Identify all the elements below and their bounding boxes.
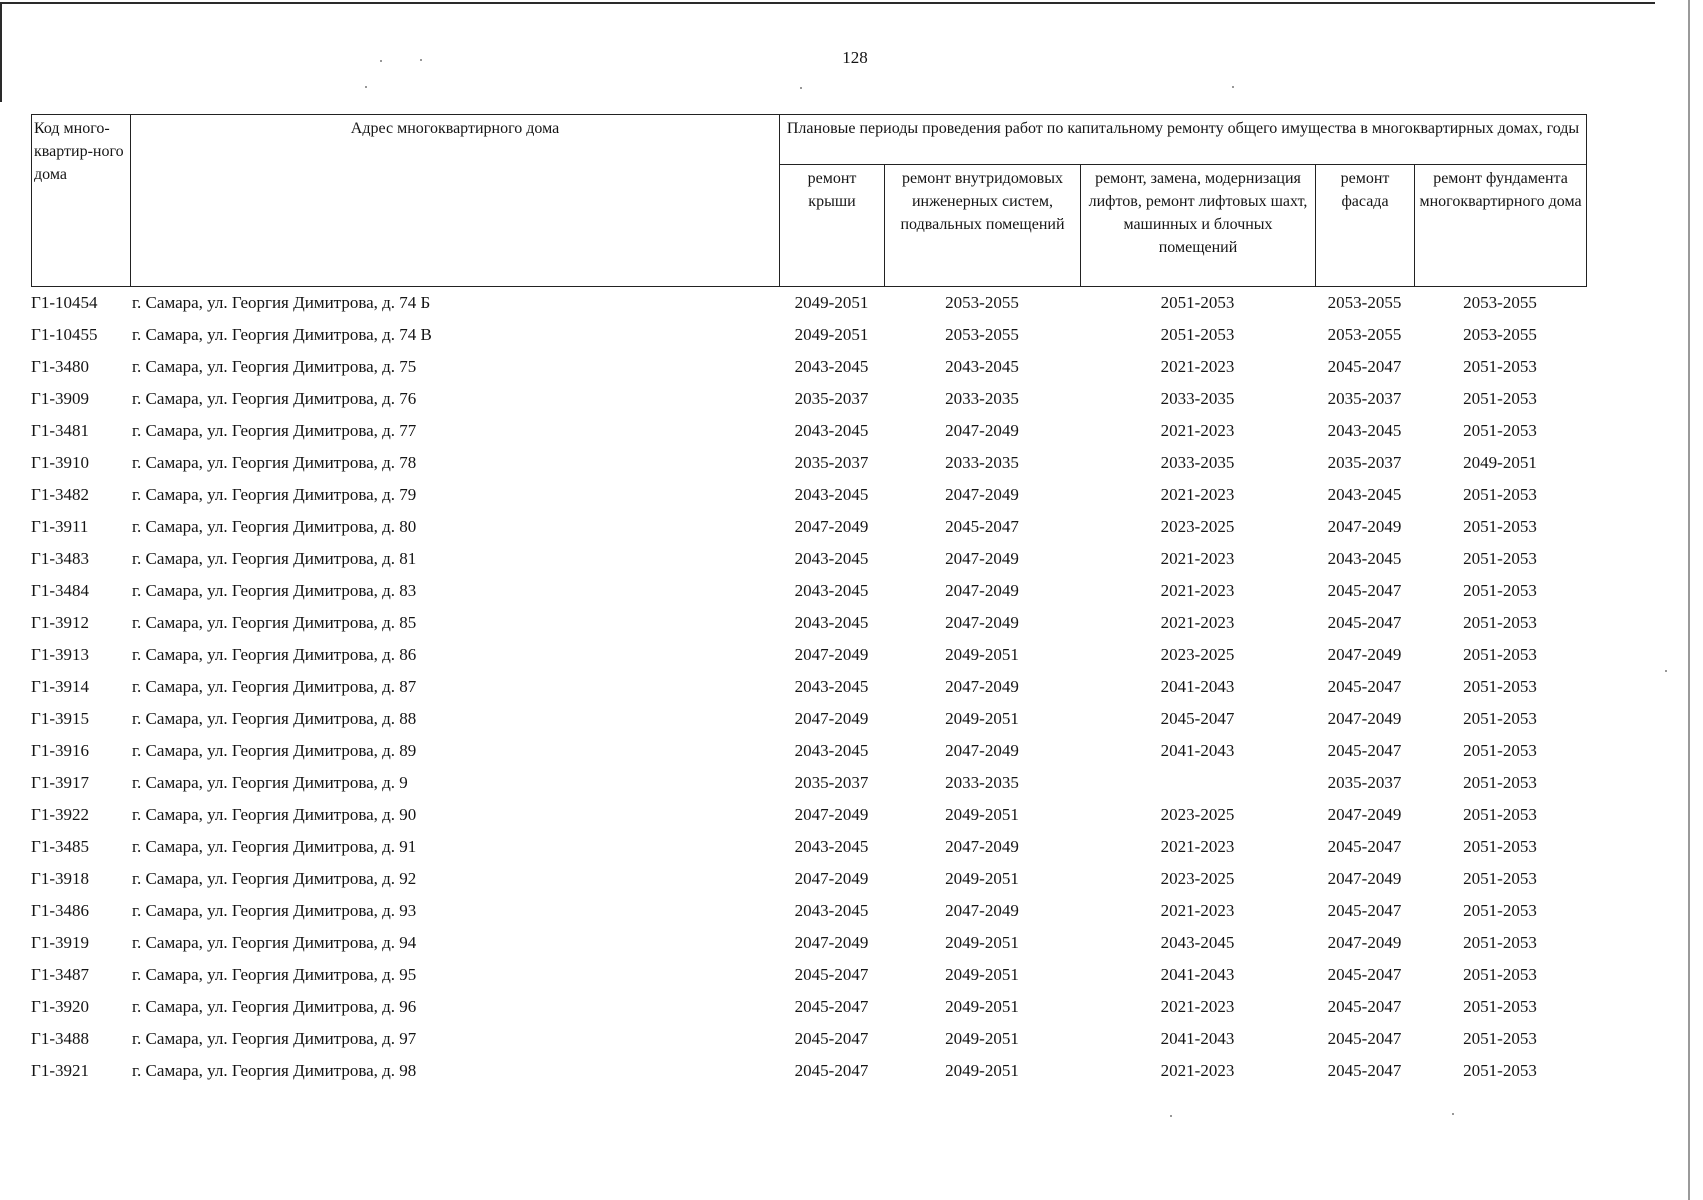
cell-facade: 2047-2049 bbox=[1327, 517, 1402, 536]
cell-foundation: 2051-2053 bbox=[1463, 1029, 1537, 1048]
cell-code: Г1-3914 bbox=[31, 677, 89, 696]
cell-code: Г1-3483 bbox=[31, 549, 89, 568]
table-row bbox=[31, 959, 1586, 991]
header-periods: Плановые периоды проведения работ по капитальному ремонту общего имущества в многоквартирных домах, годы bbox=[780, 115, 1587, 165]
cell-address: г. Самара, ул. Георгия Димитрова, д. 95 bbox=[132, 965, 417, 984]
cell-elevators: 2023-2025 bbox=[1160, 805, 1235, 824]
cell-foundation: 2051-2053 bbox=[1463, 517, 1537, 536]
table-row bbox=[31, 1023, 1586, 1055]
cell-roof: 2047-2049 bbox=[794, 805, 869, 824]
cell-engineering: 2047-2049 bbox=[945, 901, 1019, 920]
cell-code: Г1-3480 bbox=[31, 357, 89, 376]
cell-foundation: 2051-2053 bbox=[1463, 485, 1537, 504]
cell-address: г. Самара, ул. Георгия Димитрова, д. 93 bbox=[132, 901, 417, 920]
cell-elevators: 2021-2023 bbox=[1160, 837, 1235, 856]
scan-speck bbox=[1665, 670, 1667, 672]
cell-address: г. Самара, ул. Георгия Димитрова, д. 91 bbox=[132, 837, 417, 856]
scan-speck bbox=[365, 86, 367, 88]
cell-roof: 2035-2037 bbox=[794, 773, 869, 792]
cell-address: г. Самара, ул. Георгия Димитрова, д. 96 bbox=[132, 997, 417, 1016]
cell-roof: 2049-2051 bbox=[794, 325, 869, 344]
cell-address: г. Самара, ул. Георгия Димитрова, д. 83 bbox=[132, 581, 417, 600]
table-row bbox=[31, 799, 1586, 831]
cell-elevators: 2041-2043 bbox=[1160, 1029, 1235, 1048]
table-row bbox=[31, 735, 1586, 767]
table-row bbox=[31, 415, 1586, 447]
table-row bbox=[31, 863, 1586, 895]
table-row bbox=[31, 1055, 1586, 1087]
cell-facade: 2035-2037 bbox=[1327, 453, 1402, 472]
table-row bbox=[31, 351, 1586, 383]
table-row bbox=[31, 639, 1586, 671]
cell-engineering: 2049-2051 bbox=[945, 869, 1019, 888]
cell-engineering: 2049-2051 bbox=[945, 965, 1019, 984]
cell-facade: 2045-2047 bbox=[1327, 741, 1402, 760]
table-row bbox=[31, 287, 1586, 319]
cell-elevators: 2023-2025 bbox=[1160, 869, 1235, 888]
cell-facade: 2035-2037 bbox=[1327, 389, 1402, 408]
cell-foundation: 2051-2053 bbox=[1463, 581, 1537, 600]
cell-address: г. Самара, ул. Георгия Димитрова, д. 89 bbox=[132, 741, 417, 760]
cell-elevators: 2045-2047 bbox=[1160, 709, 1235, 728]
cell-code: Г1-3920 bbox=[31, 997, 89, 1016]
cell-address: г. Самара, ул. Георгия Димитрова, д. 86 bbox=[132, 645, 417, 664]
cell-code: Г1-10455 bbox=[31, 325, 98, 344]
cell-engineering: 2049-2051 bbox=[945, 645, 1019, 664]
page-number: 128 bbox=[842, 48, 868, 67]
table-row bbox=[31, 703, 1586, 735]
cell-facade: 2043-2045 bbox=[1327, 421, 1402, 440]
header-foundation: ремонт фундамента многоквартирного дома bbox=[1415, 165, 1587, 287]
cell-roof: 2043-2045 bbox=[794, 549, 869, 568]
cell-code: Г1-3918 bbox=[31, 869, 89, 888]
cell-engineering: 2049-2051 bbox=[945, 997, 1019, 1016]
cell-facade: 2047-2049 bbox=[1327, 805, 1402, 824]
cell-code: Г1-3912 bbox=[31, 613, 89, 632]
cell-address: г. Самара, ул. Георгия Димитрова, д. 85 bbox=[132, 613, 417, 632]
cell-address: г. Самара, ул. Георгия Димитрова, д. 74 Б bbox=[132, 293, 431, 312]
table-row bbox=[31, 479, 1586, 511]
cell-engineering: 2045-2047 bbox=[945, 517, 1019, 536]
cell-address: г. Самара, ул. Георгия Димитрова, д. 97 bbox=[132, 1029, 417, 1048]
cell-roof: 2045-2047 bbox=[794, 1061, 869, 1080]
cell-foundation: 2051-2053 bbox=[1463, 741, 1537, 760]
cell-facade: 2045-2047 bbox=[1327, 1029, 1402, 1048]
table-row bbox=[31, 575, 1586, 607]
cell-elevators: 2041-2043 bbox=[1160, 677, 1235, 696]
scan-speck bbox=[1452, 1113, 1454, 1115]
scan-speck bbox=[1170, 1115, 1172, 1117]
header-roof: ремонт крыши bbox=[780, 165, 885, 287]
cell-foundation: 2051-2053 bbox=[1463, 677, 1537, 696]
cell-roof: 2047-2049 bbox=[794, 869, 869, 888]
cell-roof: 2043-2045 bbox=[794, 485, 869, 504]
cell-roof: 2043-2045 bbox=[794, 901, 869, 920]
cell-engineering: 2053-2055 bbox=[945, 293, 1019, 312]
cell-engineering: 2049-2051 bbox=[945, 805, 1019, 824]
cell-elevators: 2021-2023 bbox=[1160, 581, 1235, 600]
cell-roof: 2043-2045 bbox=[794, 677, 869, 696]
cell-facade: 2045-2047 bbox=[1327, 997, 1402, 1016]
cell-foundation: 2051-2053 bbox=[1463, 421, 1537, 440]
table-row bbox=[31, 543, 1586, 575]
cell-roof: 2047-2049 bbox=[794, 645, 869, 664]
cell-code: Г1-3911 bbox=[31, 517, 89, 536]
cell-facade: 2045-2047 bbox=[1327, 613, 1402, 632]
table-row bbox=[31, 511, 1586, 543]
header-engineering: ремонт внутридомовых инженерных систем, подвальных помещений bbox=[885, 165, 1081, 287]
cell-foundation: 2051-2053 bbox=[1463, 837, 1537, 856]
cell-code: Г1-3915 bbox=[31, 709, 89, 728]
cell-roof: 2045-2047 bbox=[794, 1029, 869, 1048]
table-row bbox=[31, 831, 1586, 863]
cell-code: Г1-10454 bbox=[31, 293, 98, 312]
cell-foundation: 2051-2053 bbox=[1463, 645, 1537, 664]
cell-elevators: 2043-2045 bbox=[1160, 933, 1235, 952]
cell-roof: 2047-2049 bbox=[794, 933, 869, 952]
scan-speck bbox=[1232, 86, 1234, 88]
cell-foundation: 2051-2053 bbox=[1463, 805, 1537, 824]
table-row bbox=[31, 895, 1586, 927]
cell-engineering: 2047-2049 bbox=[945, 613, 1019, 632]
cell-code: Г1-3486 bbox=[31, 901, 89, 920]
cell-address: г. Самара, ул. Георгия Димитрова, д. 75 bbox=[132, 357, 417, 376]
cell-engineering: 2049-2051 bbox=[945, 933, 1019, 952]
cell-engineering: 2053-2055 bbox=[945, 325, 1019, 344]
cell-facade: 2045-2047 bbox=[1327, 901, 1402, 920]
cell-address: г. Самара, ул. Георгия Димитрова, д. 98 bbox=[132, 1061, 417, 1080]
cell-facade: 2035-2037 bbox=[1327, 773, 1402, 792]
cell-code: Г1-3485 bbox=[31, 837, 89, 856]
cell-code: Г1-3910 bbox=[31, 453, 89, 472]
cell-foundation: 2051-2053 bbox=[1463, 613, 1537, 632]
cell-elevators: 2041-2043 bbox=[1160, 965, 1235, 984]
cell-code: Г1-3484 bbox=[31, 581, 89, 600]
cell-engineering: 2047-2049 bbox=[945, 837, 1019, 856]
scan-speck bbox=[380, 60, 382, 62]
table-row bbox=[31, 447, 1586, 479]
table-row bbox=[31, 319, 1586, 351]
cell-address: г. Самара, ул. Георгия Димитрова, д. 92 bbox=[132, 869, 417, 888]
cell-code: Г1-3488 bbox=[31, 1029, 89, 1048]
cell-elevators: 2033-2035 bbox=[1160, 389, 1235, 408]
scan-speck bbox=[420, 59, 422, 61]
cell-facade: 2045-2047 bbox=[1327, 357, 1402, 376]
cell-foundation: 2051-2053 bbox=[1463, 549, 1537, 568]
cell-facade: 2045-2047 bbox=[1327, 965, 1402, 984]
cell-engineering: 2049-2051 bbox=[945, 1029, 1019, 1048]
cell-roof: 2049-2051 bbox=[794, 293, 869, 312]
scan-border-right bbox=[1688, 0, 1690, 1200]
cell-facade: 2047-2049 bbox=[1327, 645, 1402, 664]
cell-facade: 2045-2047 bbox=[1327, 581, 1402, 600]
cell-code: Г1-3487 bbox=[31, 965, 89, 984]
cell-facade: 2043-2045 bbox=[1327, 549, 1402, 568]
cell-code: Г1-3921 bbox=[31, 1061, 89, 1080]
cell-elevators: 2033-2035 bbox=[1160, 453, 1235, 472]
cell-foundation: 2051-2053 bbox=[1463, 869, 1537, 888]
cell-engineering: 2047-2049 bbox=[945, 485, 1019, 504]
cell-roof: 2045-2047 bbox=[794, 965, 869, 984]
cell-foundation: 2051-2053 bbox=[1463, 901, 1537, 920]
cell-engineering: 2047-2049 bbox=[945, 677, 1019, 696]
cell-facade: 2053-2055 bbox=[1327, 325, 1402, 344]
cell-address: г. Самара, ул. Георгия Димитрова, д. 94 bbox=[132, 933, 417, 952]
cell-code: Г1-3481 bbox=[31, 421, 89, 440]
cell-address: г. Самара, ул. Георгия Димитрова, д. 9 bbox=[132, 773, 408, 792]
header-facade: ремонт фасада bbox=[1316, 165, 1415, 287]
cell-code: Г1-3922 bbox=[31, 805, 89, 824]
cell-address: г. Самара, ул. Георгия Димитрова, д. 87 bbox=[132, 677, 417, 696]
cell-address: г. Самара, ул. Георгия Димитрова, д. 81 bbox=[132, 549, 417, 568]
cell-foundation: 2053-2055 bbox=[1463, 325, 1537, 344]
cell-roof: 2043-2045 bbox=[794, 837, 869, 856]
table-row bbox=[31, 383, 1586, 415]
cell-roof: 2045-2047 bbox=[794, 997, 869, 1016]
cell-elevators: 2021-2023 bbox=[1160, 901, 1235, 920]
cell-address: г. Самара, ул. Георгия Димитрова, д. 90 bbox=[132, 805, 417, 824]
cell-facade: 2047-2049 bbox=[1327, 933, 1402, 952]
cell-code: Г1-3913 bbox=[31, 645, 89, 664]
cell-facade: 2045-2047 bbox=[1327, 837, 1402, 856]
cell-engineering: 2049-2051 bbox=[945, 709, 1019, 728]
cell-elevators: 2021-2023 bbox=[1160, 613, 1235, 632]
cell-facade: 2047-2049 bbox=[1327, 869, 1402, 888]
cell-address: г. Самара, ул. Георгия Димитрова, д. 76 bbox=[132, 389, 417, 408]
cell-elevators: 2023-2025 bbox=[1160, 517, 1235, 536]
cell-elevators: 2021-2023 bbox=[1160, 549, 1235, 568]
cell-code: Г1-3919 bbox=[31, 933, 89, 952]
cell-engineering: 2047-2049 bbox=[945, 741, 1019, 760]
cell-elevators: 2041-2043 bbox=[1160, 741, 1235, 760]
cell-code: Г1-3909 bbox=[31, 389, 89, 408]
cell-roof: 2043-2045 bbox=[794, 741, 869, 760]
cell-engineering: 2033-2035 bbox=[945, 453, 1019, 472]
cell-roof: 2043-2045 bbox=[794, 613, 869, 632]
table-row bbox=[31, 607, 1586, 639]
cell-roof: 2043-2045 bbox=[794, 357, 869, 376]
cell-engineering: 2047-2049 bbox=[945, 581, 1019, 600]
cell-foundation: 2051-2053 bbox=[1463, 997, 1537, 1016]
scan-border-top bbox=[0, 2, 1655, 4]
cell-engineering: 2047-2049 bbox=[945, 549, 1019, 568]
cell-foundation: 2051-2053 bbox=[1463, 709, 1537, 728]
header-code: Код много-квартир-ного дома bbox=[32, 115, 131, 287]
cell-roof: 2043-2045 bbox=[794, 421, 869, 440]
cell-elevators: 2021-2023 bbox=[1160, 1061, 1235, 1080]
cell-facade: 2047-2049 bbox=[1327, 709, 1402, 728]
cell-facade: 2045-2047 bbox=[1327, 1061, 1402, 1080]
cell-address: г. Самара, ул. Георгия Димитрова, д. 79 bbox=[132, 485, 417, 504]
table-row bbox=[31, 991, 1586, 1023]
cell-address: г. Самара, ул. Георгия Димитрова, д. 78 bbox=[132, 453, 417, 472]
cell-address: г. Самара, ул. Георгия Димитрова, д. 77 bbox=[132, 421, 417, 440]
cell-elevators: 2051-2053 bbox=[1160, 293, 1235, 312]
cell-code: Г1-3916 bbox=[31, 741, 89, 760]
cell-elevators: 2021-2023 bbox=[1160, 485, 1235, 504]
cell-address: г. Самара, ул. Георгия Димитрова, д. 74 В bbox=[132, 325, 432, 344]
cell-foundation: 2049-2051 bbox=[1463, 453, 1537, 472]
header-address: Адрес многоквартирного дома bbox=[131, 115, 780, 287]
table-row bbox=[31, 767, 1586, 799]
cell-engineering: 2033-2035 bbox=[945, 389, 1019, 408]
cell-engineering: 2049-2051 bbox=[945, 1061, 1019, 1080]
cell-foundation: 2053-2055 bbox=[1463, 293, 1537, 312]
table-row bbox=[31, 927, 1586, 959]
cell-roof: 2035-2037 bbox=[794, 389, 869, 408]
cell-code: Г1-3482 bbox=[31, 485, 89, 504]
cell-engineering: 2047-2049 bbox=[945, 421, 1019, 440]
cell-foundation: 2051-2053 bbox=[1463, 933, 1537, 952]
table-header bbox=[31, 114, 1587, 287]
cell-code: Г1-3917 bbox=[31, 773, 89, 792]
cell-roof: 2047-2049 bbox=[794, 517, 869, 536]
cell-address: г. Самара, ул. Георгия Димитрова, д. 88 bbox=[132, 709, 417, 728]
cell-address: г. Самара, ул. Георгия Димитрова, д. 80 bbox=[132, 517, 417, 536]
cell-foundation: 2051-2053 bbox=[1463, 357, 1537, 376]
cell-facade: 2053-2055 bbox=[1327, 293, 1402, 312]
cell-facade: 2045-2047 bbox=[1327, 677, 1402, 696]
cell-roof: 2047-2049 bbox=[794, 709, 869, 728]
cell-roof: 2035-2037 bbox=[794, 453, 869, 472]
cell-foundation: 2051-2053 bbox=[1463, 1061, 1537, 1080]
cell-elevators: 2021-2023 bbox=[1160, 357, 1235, 376]
cell-elevators: 2023-2025 bbox=[1160, 645, 1235, 664]
cell-foundation: 2051-2053 bbox=[1463, 389, 1537, 408]
cell-elevators: 2021-2023 bbox=[1160, 421, 1235, 440]
scan-speck bbox=[800, 87, 802, 89]
cell-elevators bbox=[1080, 767, 1315, 799]
cell-elevators: 2051-2053 bbox=[1160, 325, 1235, 344]
header-elevators: ремонт, замена, модернизация лифтов, ремонт лифтовых шахт, машинных и блочных помещений bbox=[1081, 165, 1316, 287]
repair-schedule-table bbox=[31, 114, 1586, 1087]
cell-facade: 2043-2045 bbox=[1327, 485, 1402, 504]
cell-foundation: 2051-2053 bbox=[1463, 965, 1537, 984]
cell-roof: 2043-2045 bbox=[794, 581, 869, 600]
cell-engineering: 2043-2045 bbox=[945, 357, 1019, 376]
cell-engineering: 2033-2035 bbox=[945, 773, 1019, 792]
cell-foundation: 2051-2053 bbox=[1463, 773, 1537, 792]
cell-elevators: 2021-2023 bbox=[1160, 997, 1235, 1016]
table-row bbox=[31, 671, 1586, 703]
table-body bbox=[31, 287, 1586, 1087]
